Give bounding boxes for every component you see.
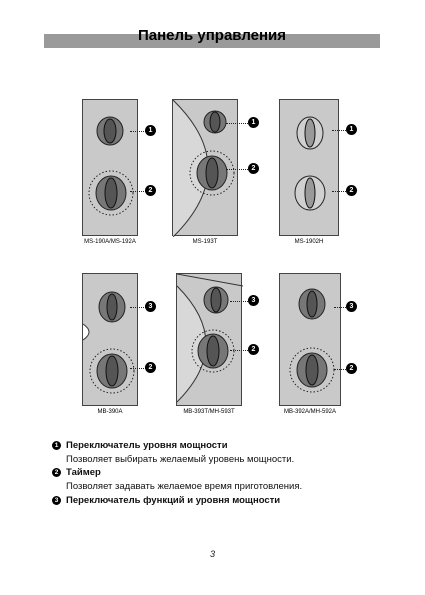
leader-line — [130, 368, 146, 369]
description-heading: Переключатель функций и уровня мощности — [66, 495, 281, 506]
page-number: 3 — [209, 549, 215, 559]
knobs-drawing — [280, 274, 342, 407]
model-label: MS-1902H — [294, 239, 324, 245]
description-heading: Таймер — [66, 467, 101, 478]
control-panel-ms-190a — [82, 99, 138, 236]
number-badge: 1 — [52, 441, 61, 450]
knobs-drawing — [177, 274, 243, 407]
callout-badge: 1 — [145, 125, 156, 136]
control-panel-ms-193t — [172, 99, 238, 236]
description-text: Позволяет задавать желаемое время приготовления. — [66, 481, 303, 492]
leader-line — [334, 369, 346, 370]
leader-line — [332, 191, 346, 192]
callout-badge: 1 — [346, 124, 357, 135]
knobs-drawing — [280, 100, 340, 237]
leader-line — [230, 301, 248, 302]
knobs-drawing — [83, 274, 139, 407]
callout-badge: 2 — [346, 363, 357, 374]
leader-line — [334, 307, 346, 308]
leader-line — [226, 123, 248, 124]
description-text: Позволяет выбирать желаемый уровень мощности. — [66, 454, 295, 465]
callout-badge: 3 — [248, 295, 259, 306]
callout-badge: 2 — [145, 362, 156, 373]
callout-badge: 2 — [346, 185, 357, 196]
model-label: MB-390A — [97, 409, 123, 415]
description-item-1 — [54, 440, 295, 465]
control-panel-mb-392a — [279, 273, 341, 406]
callout-badge: 1 — [248, 117, 259, 128]
description-heading: Переключатель уровня мощности — [66, 440, 228, 451]
leader-line — [130, 131, 146, 132]
leader-line — [130, 191, 146, 192]
control-panel-ms-1902h — [279, 99, 339, 236]
model-label: MS-190A/MS-192A — [84, 239, 136, 245]
number-badge: 3 — [52, 496, 61, 505]
knobs-drawing — [83, 100, 139, 237]
callout-badge: 2 — [145, 185, 156, 196]
callout-badge: 3 — [145, 301, 156, 312]
description-item-2 — [54, 467, 303, 492]
control-panel-mb-393t — [176, 273, 242, 406]
control-panel-mb-390a — [82, 273, 138, 406]
page-title: Панель управления — [137, 27, 287, 44]
leader-line — [130, 307, 146, 308]
model-label: MS-193T — [192, 239, 218, 245]
leader-line — [226, 169, 248, 170]
leader-line — [332, 130, 346, 131]
model-label: MB-392A/MH-592A — [283, 409, 337, 415]
callout-badge: 3 — [346, 301, 357, 312]
leader-line — [230, 350, 248, 351]
number-badge: 2 — [52, 468, 61, 477]
callout-badge: 2 — [248, 163, 259, 174]
model-label: MB-393T/MH-593T — [183, 409, 235, 415]
description-item-3 — [54, 495, 281, 506]
callout-badge: 2 — [248, 344, 259, 355]
